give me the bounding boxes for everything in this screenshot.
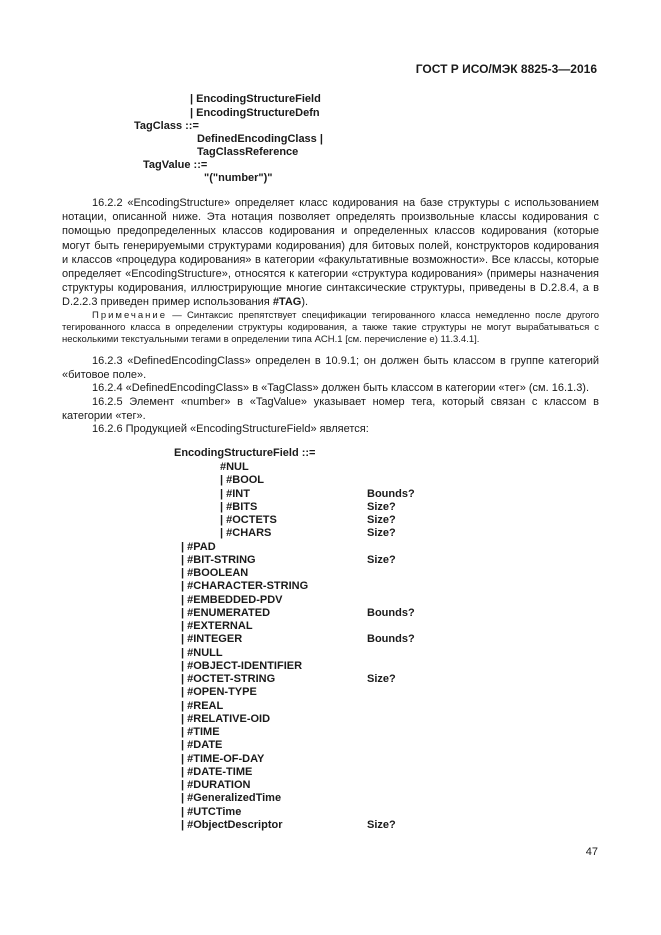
esf-alternative: | #ObjectDescriptor — [181, 818, 283, 831]
note-text: — Синтаксис препятствует спецификации тегированного класса немедленно после другого тегированного класса в определении структуры кодирования, а также такие структуры не могут вырабатываться с несколькими текстуальными тегами в определении типа ACH.1 [см. перечисление е) 11.3.4.1]. — [62, 310, 599, 345]
grammar-line: "("number")" — [204, 172, 273, 184]
esf-alternative: | #OCTET-STRING — [181, 673, 276, 685]
esf-alternative: | #BOOL — [220, 474, 265, 487]
paragraph-16-2-2 — [62, 196, 599, 310]
paragraph-16-2-4: 16.2.4 «DefinedEncodingClass» в «TagClass» должен быть классом в категории «тег» (см. 16.1.3). — [92, 382, 590, 394]
esf-alternative: | #EMBEDDED-PDV — [181, 593, 283, 606]
esf-constraint: Bounds? — [367, 633, 415, 646]
esf-alternative: | #OCTETS — [220, 514, 277, 526]
esf-alternative: | #RELATIVE-OID — [181, 712, 271, 725]
esf-constraint: Size? — [367, 500, 396, 513]
esf-alternative: | #OPEN-TYPE — [181, 686, 257, 699]
document-header: ГОСТ Р ИСО/МЭК 8825-3—2016 — [415, 62, 597, 76]
esf-constraint: Bounds? — [367, 606, 415, 619]
tag-keyword: #TAG — [272, 296, 302, 309]
esf-alternative: | #TIME — [181, 726, 220, 738]
grammar-production-head: TagValue ::= — [143, 159, 208, 171]
esf-constraint: Size? — [367, 818, 396, 831]
esf-alternative: | #NULL — [181, 646, 223, 659]
paragraph-end: ). — [301, 296, 309, 309]
grammar-production-head: TagClass ::= — [134, 120, 199, 132]
paragraph-16-2-6: 16.2.6 Продукцией «EncodingStructureField» является: — [92, 423, 369, 435]
esf-constraint: Size? — [367, 673, 396, 685]
grammar-line: TagClassReference — [197, 146, 299, 158]
esf-alternative: | #UTCTime — [181, 805, 242, 818]
esf-alternative: | #BOOLEAN — [181, 567, 249, 579]
esf-alternative: | #PAD — [181, 540, 216, 553]
esf-production-head: EncodingStructureField ::= — [174, 447, 316, 459]
esf-alternative: | #BIT-STRING — [181, 553, 256, 566]
grammar-line: | EncodingStructureField — [190, 93, 321, 105]
esf-constraint: Bounds? — [367, 487, 415, 500]
note-label: Примечание — [92, 310, 167, 321]
esf-alternative: | #EXTERNAL — [181, 620, 253, 632]
esf-alternative: | #CHARACTER-STRING — [181, 580, 309, 593]
esf-alternative: | #ENUMERATED — [181, 606, 271, 619]
esf-alternative: | #DURATION — [181, 779, 251, 791]
page-number: 47 — [585, 846, 598, 858]
grammar-line: DefinedEncodingClass | — [197, 133, 323, 145]
esf-constraint: Size? — [367, 514, 396, 526]
esf-constraint: Size? — [367, 553, 396, 566]
esf-alternative: | #CHARS — [220, 527, 272, 540]
esf-alternative: | #INT — [220, 487, 250, 500]
esf-alternative: #NUL — [220, 461, 249, 473]
esf-alternative: | #BITS — [220, 500, 258, 513]
esf-alternative: | #GeneralizedTime — [181, 792, 282, 805]
esf-alternative: | #OBJECT-IDENTIFIER — [181, 659, 303, 672]
paragraph-16-2-5: 16.2.5 Элемент «number» в «TagValue» указывает номер тега, который связан с классом в категории «тег». — [62, 396, 599, 423]
esf-alternative: | #DATE-TIME — [181, 765, 253, 778]
esf-alternative: | #DATE — [181, 739, 223, 752]
esf-alternative: | #INTEGER — [181, 633, 243, 646]
note — [62, 310, 599, 345]
paragraph-text: 16.2.2 «EncodingStructure» определяет класс кодирования на базе структуры с использованием нотации, описанной ниже. Эта нотация позволяет определять произвольные классы кодирования с помощью предопределенных классов кодирования и определенных классов кодирования (которые могут быть генерируемыми структурами кодирования) для битовых полей, конструкторов кодирования и классов «процедура кодирования» в категории «факультативные возможности». Все классы, которые определяет «EncodingStructure», относятся к категории «структура кодирования» (примеры назначения структуры кодирования, иллюстрирующие многие синтаксические структуры, приведены в D.2.8.4, а в D.2.2.3 приведен пример использования — [62, 197, 599, 309]
grammar-line: | EncodingStructureDefn — [190, 107, 320, 119]
paragraph-16-2-3: 16.2.3 «DefinedEncodingClass» определен в 10.9.1; он должен быть классом в группе категорий «битовое поле». — [62, 355, 599, 382]
esf-constraint: Size? — [367, 527, 396, 540]
esf-alternative: | #REAL — [181, 699, 224, 712]
esf-alternative: | #TIME-OF-DAY — [181, 752, 265, 765]
